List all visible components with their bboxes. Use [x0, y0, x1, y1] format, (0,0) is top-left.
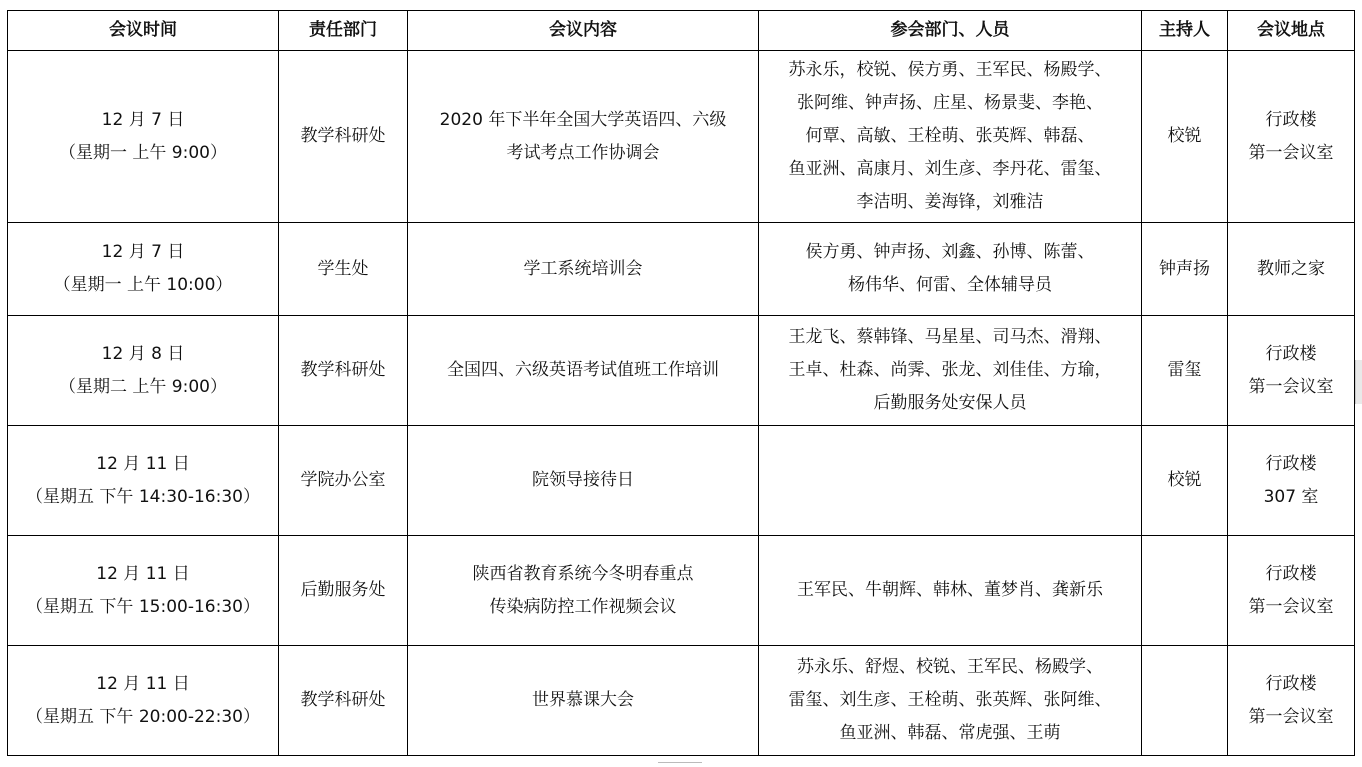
cell-dept — [279, 51, 408, 223]
cell-host-text: 校锐 — [1167, 470, 1202, 490]
cell-time-line: 12 月 8 日 — [101, 343, 185, 364]
cell-location — [1228, 426, 1355, 536]
cell-attendees-line: 后勤服务处安保人员 — [873, 393, 1027, 413]
cell-dept — [279, 316, 408, 426]
header-row — [8, 11, 1355, 51]
cell-dept-text: 教学科研处 — [300, 690, 386, 710]
cell-time-line: （星期一 上午 10:00） — [53, 275, 233, 295]
cell-content — [408, 51, 759, 223]
cell-attendees-line: 侯方勇、钟声扬、刘鑫、孙博、陈蕾、 — [805, 242, 1095, 262]
cell-attendees — [759, 316, 1142, 426]
cell-content — [408, 646, 759, 756]
cell-attendees-line: 鱼亚洲、韩磊、常虎强、王萌 — [839, 723, 1061, 743]
cell-location — [1228, 51, 1355, 223]
header-location: 会议地点 — [1228, 11, 1355, 51]
cell-time-line: 12 月 11 日 — [96, 673, 190, 694]
cell-attendees-line: 雷玺、刘生彦、王栓萌、张英辉、张阿维、 — [788, 690, 1112, 710]
table-row — [8, 223, 1355, 316]
cell-location-line: 第一会议室 — [1248, 376, 1334, 397]
cell-attendees — [759, 51, 1142, 223]
cell-host — [1142, 426, 1228, 536]
table-row — [8, 316, 1355, 426]
cell-host — [1142, 316, 1228, 426]
header-dept: 责任部门 — [279, 11, 408, 51]
cell-time — [8, 646, 279, 756]
cell-time-line: 12 月 11 日 — [96, 453, 190, 474]
cell-attendees-line: 王卓、杜森、尚霁、张龙、刘佳佳、方瑜， — [788, 360, 1112, 380]
cell-attendees-line: 杨伟华、何雷、全体辅导员 — [848, 275, 1052, 295]
cell-location — [1228, 223, 1355, 316]
cell-location-line: 行政楼 — [1265, 563, 1317, 584]
cell-time-line: 12 月 11 日 — [96, 563, 190, 584]
cell-location-line: 第一会议室 — [1248, 142, 1334, 163]
cell-dept — [279, 646, 408, 756]
cell-time-line: （星期二 上午 9:00） — [59, 376, 227, 397]
cell-dept — [279, 426, 408, 536]
cell-host-text: 钟声扬 — [1159, 258, 1210, 279]
cell-attendees-line: 王龙飞、蔡韩锋、马星星、司马杰、滑翔、 — [788, 327, 1112, 347]
cell-time — [8, 223, 279, 316]
header-attendees: 参会部门、人员 — [759, 11, 1142, 51]
cell-content — [408, 223, 759, 316]
cell-location — [1228, 646, 1355, 756]
cell-dept — [279, 536, 408, 646]
cell-content-line: 院领导接待日 — [532, 470, 634, 490]
cell-host — [1142, 51, 1228, 223]
cell-attendees — [759, 223, 1142, 316]
cell-content-line: 陕西省教育系统今冬明春重点 — [472, 563, 694, 584]
table-row — [8, 426, 1355, 536]
cell-attendees-line: 李洁明、姜海锋，刘雅洁 — [856, 192, 1044, 212]
cell-time-line: （星期五 下午 14:30-16:30） — [26, 486, 260, 507]
cell-attendees — [759, 646, 1142, 756]
cell-time-line: （星期五 下午 15:00-16:30） — [26, 596, 260, 617]
cell-attendees-line: 苏永乐、舒煜、校锐、王军民、杨殿学、 — [797, 657, 1103, 677]
cell-time-line: （星期一 上午 9:00） — [59, 142, 227, 163]
cell-time-line: 12 月 7 日 — [101, 109, 185, 130]
cell-location-line: 第一会议室 — [1248, 596, 1334, 617]
cell-host — [1142, 536, 1228, 646]
cell-time-line: 12 月 7 日 — [101, 242, 185, 262]
cell-attendees-line: 王军民、牛朝辉、韩林、董梦肖、龚新乐 — [797, 580, 1103, 600]
cell-location-line: 行政楼 — [1265, 673, 1317, 694]
scrollbar-fragment — [1355, 360, 1362, 404]
header-host: 主持人 — [1142, 11, 1228, 51]
cell-dept — [279, 223, 408, 316]
table-row — [8, 51, 1355, 223]
cell-location — [1228, 536, 1355, 646]
table-row — [8, 646, 1355, 756]
cell-time — [8, 426, 279, 536]
cell-location-line: 第一会议室 — [1248, 706, 1334, 727]
cell-attendees-line: 何覃、高敏、王栓萌、张英辉、韩磊、 — [805, 126, 1095, 146]
cell-host-text: 校锐 — [1167, 126, 1202, 146]
cell-host-text: 雷玺 — [1167, 360, 1202, 380]
cell-dept-text: 教学科研处 — [300, 360, 386, 380]
cell-content-line: 全国四、六级英语考试值班工作培训 — [447, 360, 719, 380]
cell-content-line: 学工系统培训会 — [523, 258, 643, 279]
cell-content — [408, 316, 759, 426]
cell-content — [408, 536, 759, 646]
cell-dept-text: 后勤服务处 — [300, 580, 386, 600]
cell-content-line: 传染病防控工作视频会议 — [489, 596, 677, 617]
cell-host — [1142, 646, 1228, 756]
cell-location-line: 行政楼 — [1265, 109, 1317, 130]
cell-attendees — [759, 536, 1142, 646]
cell-location-line: 307 室 — [1263, 486, 1319, 507]
header-content: 会议内容 — [408, 11, 759, 51]
cell-content-line: 2020 年下半年全国大学英语四、六级 — [439, 109, 727, 130]
cell-dept-text: 学院办公室 — [300, 470, 386, 490]
table-row — [8, 536, 1355, 646]
cell-host — [1142, 223, 1228, 316]
header-time: 会议时间 — [8, 11, 279, 51]
cell-time-line: （星期五 下午 20:00-22:30） — [26, 706, 260, 727]
cell-dept-text: 教学科研处 — [300, 126, 386, 146]
cell-location-line: 教师之家 — [1257, 258, 1325, 279]
cell-time — [8, 316, 279, 426]
cell-content-line: 考试考点工作协调会 — [506, 142, 660, 163]
cell-location — [1228, 316, 1355, 426]
cell-time — [8, 536, 279, 646]
cell-location-line: 行政楼 — [1265, 453, 1317, 474]
cell-attendees-line: 苏永乐，校锐、侯方勇、王军民、杨殿学、 — [788, 60, 1112, 80]
cell-content-line: 世界慕课大会 — [532, 690, 634, 710]
page-edge-mark — [658, 762, 702, 767]
cell-attendees-line: 张阿维、钟声扬、庄星、杨景斐、李艳、 — [797, 93, 1103, 113]
meeting-schedule-table — [7, 10, 1355, 756]
cell-content — [408, 426, 759, 536]
cell-location-line: 行政楼 — [1265, 343, 1317, 364]
cell-attendees-line: 鱼亚洲、高康月、刘生彦、李丹花、雷玺、 — [788, 159, 1112, 179]
cell-time — [8, 51, 279, 223]
cell-attendees — [759, 426, 1142, 536]
cell-dept-text: 学生处 — [317, 258, 369, 279]
